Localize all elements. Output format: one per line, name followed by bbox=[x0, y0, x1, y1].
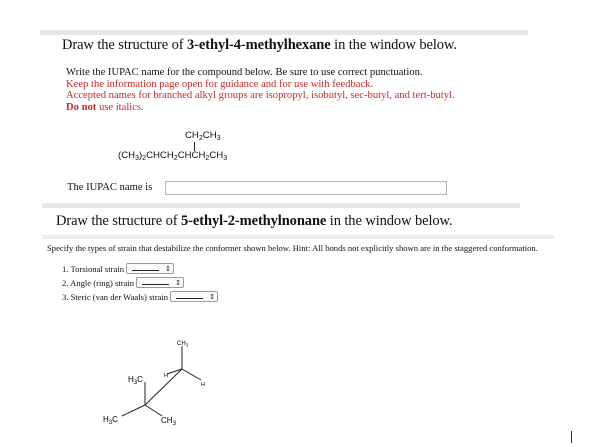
instruction-line-2: Keep the information page open for guidance and for use with feedback. bbox=[66, 78, 374, 90]
bond-right-h bbox=[182, 369, 201, 380]
bond-bottom-h3c bbox=[122, 405, 145, 416]
select-arrows-icon: ↕ bbox=[209, 293, 216, 301]
instruction-use-italics: use italics. bbox=[96, 101, 144, 113]
torsional-strain-label: 1. Torsional strain bbox=[62, 263, 125, 274]
iupac-label: The IUPAC name is bbox=[67, 182, 153, 193]
instruction-line-3: Accepted names for branched alkyl groups are isopropyl, isobutyl, sec-butyl, and tert-butyl. bbox=[66, 90, 455, 102]
steric-strain-row bbox=[62, 291, 218, 302]
steric-strain-select[interactable] bbox=[170, 291, 218, 302]
torsional-strain-row bbox=[62, 263, 174, 274]
torsional-strain-select[interactable] bbox=[126, 263, 174, 274]
angle-strain-label: 2. Angle (ring) strain bbox=[62, 277, 135, 288]
select-arrows-icon: ↕ bbox=[175, 279, 182, 287]
bottom-h3c-label: $H_3C$ bbox=[103, 415, 118, 426]
text-cursor bbox=[571, 431, 572, 443]
question1-title bbox=[62, 37, 457, 54]
question3-suffix: in the window below. bbox=[326, 213, 453, 229]
question1-prefix: Draw the structure of bbox=[62, 37, 188, 53]
select-arrows-icon: ↕ bbox=[165, 265, 172, 273]
question3-title bbox=[56, 213, 452, 230]
iupac-name-input[interactable] bbox=[165, 181, 447, 195]
bond-bottom-ch3 bbox=[145, 405, 162, 416]
instruction-line-1: Write the IUPAC name for the compound below. Be sure to use correct punctuation. bbox=[66, 67, 423, 78]
right-h-label: H bbox=[201, 382, 205, 388]
bottom-ch3-label: $CH_3$ bbox=[161, 416, 176, 427]
question1-suffix: in the window below. bbox=[330, 37, 457, 53]
top-ch3-label: $CH_3$ bbox=[177, 341, 189, 348]
question3-compound: 5-ethyl-2-methylnonane bbox=[181, 213, 327, 229]
instruction-line-4 bbox=[66, 102, 455, 114]
molecule-diagram bbox=[95, 330, 225, 430]
mid-h3c-label: $H_3C$ bbox=[128, 375, 143, 386]
angle-strain-select[interactable] bbox=[136, 277, 184, 288]
strain-instructions: Specify the types of strain that destabilize the conformer shown below. Hint: All bonds not explicitly shown are in the staggered conformation. bbox=[47, 243, 538, 253]
angle-strain-row bbox=[62, 277, 184, 288]
question1-compound: 3-ethyl-4-methylhexane bbox=[187, 37, 331, 53]
lower-separator bbox=[42, 235, 554, 239]
mid-h-label: H bbox=[164, 373, 168, 379]
instruction-do-not: Do not bbox=[66, 101, 97, 113]
top-separator bbox=[40, 30, 528, 35]
formula-main-chain: $(CH_3)_2CHCH_2CHCH_2CH_3$ bbox=[118, 150, 228, 162]
question3-prefix: Draw the structure of bbox=[56, 213, 182, 229]
middle-separator bbox=[42, 203, 520, 208]
question2-instructions bbox=[66, 67, 455, 113]
steric-strain-label: 3. Steric (van der Waals) strain bbox=[62, 291, 169, 302]
formula-branch: $CH_2CH_3$ bbox=[185, 130, 221, 142]
